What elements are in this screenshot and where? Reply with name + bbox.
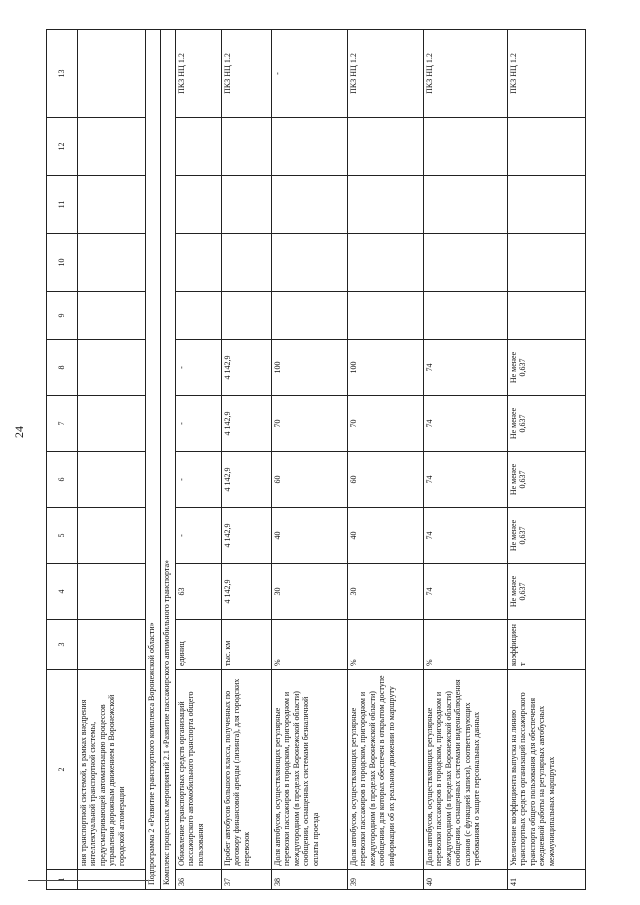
value-cell (508, 118, 586, 176)
value-cell: 74 (424, 452, 508, 508)
value-cell (424, 176, 508, 234)
table-cell (78, 118, 146, 176)
value-cell (222, 176, 272, 234)
value-cell (508, 234, 586, 292)
indicator-name: Увеличение коэффициента выпуска на линию транспортных средств организаций пассажирского транспорта общего пользования для обеспечения ежедневной работы на регулярных автобусных межмуниципальных маршрутах (508, 670, 586, 870)
source-cell: ПКЗ НЦ 1.2 (176, 30, 222, 118)
value-cell: 4 142,9 (222, 508, 272, 564)
value-cell: Не менее 0,637 (508, 452, 586, 508)
value-cell: Не менее 0,637 (508, 396, 586, 452)
value-cell (272, 176, 348, 234)
value-cell: - (176, 340, 222, 396)
table-cell (78, 620, 146, 670)
table-row (508, 30, 586, 890)
table-cell (78, 452, 146, 508)
value-cell: 63 (176, 564, 222, 620)
column-header: 4 (47, 564, 78, 620)
row-number: 38 (272, 870, 348, 890)
indicator-name: Обновление транспортных средств организаций пассажирского автомобильного транспорта общего пользования (176, 670, 222, 870)
value-cell: 30 (272, 564, 348, 620)
table-row (348, 30, 424, 890)
table-cell (78, 292, 146, 340)
unit-cell: единиц (176, 620, 222, 670)
column-header: 3 (47, 620, 78, 670)
unit-cell: коэффициент (508, 620, 586, 670)
column-header: 7 (47, 396, 78, 452)
table-cell (78, 508, 146, 564)
page-number: 24 (12, 426, 26, 438)
value-cell: Не менее 0,637 (508, 340, 586, 396)
indicators-table (46, 29, 586, 890)
indicator-name: Доля автобусов, осуществляющих регулярные перевозки пассажиров в городском, пригородном и междугородном (в пределах Воронежской области) сообщении, оснащенных системами видеонаблюдения салонов (с функцией записи), соответствующих требованиям о защите персональных данных (424, 670, 508, 870)
continuation-text: ния транспортной системой, в рамках внедрения интеллектуальной транспортной системы, предусматривающей автоматизацию процессов управления дорожным движением в Воронежской городской агломерации (78, 670, 146, 870)
value-cell: - (176, 452, 222, 508)
source-cell: - (272, 30, 348, 118)
column-header: 8 (47, 340, 78, 396)
column-header: 6 (47, 452, 78, 508)
unit-cell: % (272, 620, 348, 670)
value-cell: 40 (348, 508, 424, 564)
value-cell: Не менее 0,637 (508, 564, 586, 620)
column-header: 13 (47, 30, 78, 118)
value-cell: 74 (424, 396, 508, 452)
value-cell: 60 (348, 452, 424, 508)
value-cell (424, 118, 508, 176)
value-cell (508, 292, 586, 340)
column-header: 9 (47, 292, 78, 340)
value-cell (222, 118, 272, 176)
value-cell: 74 (424, 564, 508, 620)
table-cell (78, 564, 146, 620)
row-number: 41 (508, 870, 586, 890)
header-row (47, 30, 78, 890)
value-cell (508, 176, 586, 234)
value-cell (348, 234, 424, 292)
value-cell (176, 292, 222, 340)
column-header: 12 (47, 118, 78, 176)
value-cell (348, 118, 424, 176)
unit-cell: % (424, 620, 508, 670)
indicator-name: Пробег автобусов большого класса, полученных по договору финансовой аренды (лизинга), для городских перевозок (222, 670, 272, 870)
value-cell: 100 (348, 340, 424, 396)
value-cell: - (176, 396, 222, 452)
row-number: 37 (222, 870, 272, 890)
value-cell: 30 (348, 564, 424, 620)
unit-cell: тыс. км (222, 620, 272, 670)
table-cell (78, 176, 146, 234)
value-cell: 74 (424, 340, 508, 396)
table-row (272, 30, 348, 890)
value-cell: 4 142,9 (222, 396, 272, 452)
subprogram-row (146, 30, 161, 890)
table-cell (78, 30, 146, 118)
table-cell (78, 396, 146, 452)
value-cell: 4 142,9 (222, 564, 272, 620)
value-cell (176, 118, 222, 176)
table-cell (78, 340, 146, 396)
footnote-divider (28, 880, 148, 881)
row-number: 36 (176, 870, 222, 890)
source-cell: ПКЗ НЦ 1.2 (508, 30, 586, 118)
unit-cell: % (348, 620, 424, 670)
row-number: 39 (348, 870, 424, 890)
row-number: 40 (424, 870, 508, 890)
column-header: 2 (47, 670, 78, 870)
column-header: 1 (47, 870, 78, 890)
table-row (176, 30, 222, 890)
source-cell: ПКЗ НЦ 1.2 (424, 30, 508, 118)
column-header: 10 (47, 234, 78, 292)
value-cell (176, 176, 222, 234)
value-cell (222, 234, 272, 292)
value-cell: Не менее 0,637 (508, 508, 586, 564)
table-row (222, 30, 272, 890)
value-cell (348, 176, 424, 234)
complex-row (161, 30, 176, 890)
value-cell (272, 118, 348, 176)
continuation-row (78, 30, 146, 890)
value-cell (348, 292, 424, 340)
value-cell: 70 (348, 396, 424, 452)
value-cell (222, 292, 272, 340)
table-cell (78, 234, 146, 292)
subprogram-title: Подпрограмма 2 «Развитие транспортного комплекса Воронежской области» (146, 30, 161, 890)
column-header: 5 (47, 508, 78, 564)
complex-title: Комплекс процессных мероприятий 2.1 «Развитие пассажирского автомобильного транспорта» (161, 30, 176, 890)
value-cell: 40 (272, 508, 348, 564)
indicator-name: Доля автобусов, осуществляющих регулярные перевозки пассажиров в городском, пригородном и междугородном (в пределах Воронежской области) сообщении, оснащенных системами безналичной оплаты проезда (272, 670, 348, 870)
source-cell: ПКЗ НЦ 1.2 (348, 30, 424, 118)
value-cell (272, 292, 348, 340)
value-cell: 60 (272, 452, 348, 508)
source-cell: ПКЗ НЦ 1.2 (222, 30, 272, 118)
value-cell: - (176, 508, 222, 564)
value-cell (424, 234, 508, 292)
table-row (424, 30, 508, 890)
value-cell (272, 234, 348, 292)
column-header: 11 (47, 176, 78, 234)
value-cell: 70 (272, 396, 348, 452)
value-cell: 4 142,9 (222, 452, 272, 508)
value-cell: 100 (272, 340, 348, 396)
value-cell (424, 292, 508, 340)
value-cell: 4 142,9 (222, 340, 272, 396)
value-cell: 74 (424, 508, 508, 564)
value-cell (176, 234, 222, 292)
indicator-name: Доля автобусов, осуществляющих регулярные перевозки пассажиров в городском, пригородном и междугородном (в пределах Воронежской области) сообщении, для которых обеспечен в открытом доступе информации об их реальном движении по маршруту (348, 670, 424, 870)
rotated-table-container (46, 30, 591, 890)
